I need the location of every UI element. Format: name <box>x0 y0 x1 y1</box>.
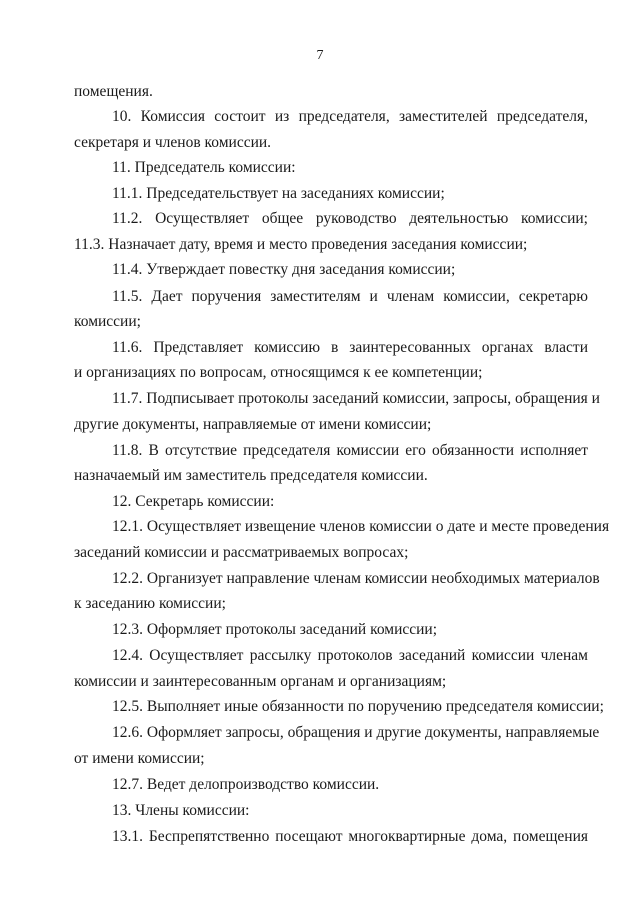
page-number: 7 <box>316 48 324 63</box>
text-line: 12.3. Оформляет протоколы заседаний комиссии; <box>112 621 438 638</box>
text-line: комиссии; <box>74 313 141 330</box>
text-line: комиссии и заинтересованным органам и организациям; <box>74 673 447 690</box>
text-line: 10. Комиссия состоит из председателя, заместителей председателя, <box>112 108 588 125</box>
text-line: 11.4. Утверждает повестку дня заседания комиссии; <box>112 261 456 278</box>
text-line: 12.2. Организует направление членам комиссии необходимых материалов <box>112 570 600 587</box>
text-line: секретаря и членов комиссии. <box>74 134 272 151</box>
text-line: 11.3. Назначает дату, время и место проведения заседания комиссии; <box>74 236 528 253</box>
text-line: 12.6. Оформляет запросы, обращения и другие документы, направляемые <box>112 724 600 741</box>
text-line: другие документы, направляемые от имени комиссии; <box>74 416 432 433</box>
text-line: назначаемый им заместитель председателя комиссии. <box>74 467 428 484</box>
text-line: 11.5. Дает поручения заместителям и членам комиссии, секретарю <box>112 288 588 305</box>
text-line: и организациях по вопросам, относящимся к ее компетенции; <box>74 364 483 381</box>
text-line: 12.4. Осуществляет рассылку протоколов заседаний комиссии членам <box>112 647 588 664</box>
text-line: 12.7. Ведет делопроизводство комиссии. <box>112 776 380 793</box>
text-line: 12.5. Выполняет иные обязанности по поручению председателя комиссии; <box>112 698 604 715</box>
text-line: 11.2. Осуществляет общее руководство деятельностью комиссии; <box>112 210 588 227</box>
text-line: 12.1. Осуществляет извещение членов комиссии о дате и месте проведения <box>112 518 610 535</box>
text-line: к заседанию комиссии; <box>74 595 226 612</box>
text-line: 11.1. Председательствует на заседаниях комиссии; <box>112 185 445 202</box>
text-line: 11.7. Подписывает протоколы заседаний комиссии, запросы, обращения и <box>112 390 600 407</box>
text-line: 13. Члены комиссии: <box>112 802 250 819</box>
text-line: от имени комиссии; <box>74 750 205 767</box>
text-line: 11. Председатель комиссии: <box>112 159 296 176</box>
text-line: 12. Секретарь комиссии: <box>112 493 275 510</box>
text-line: 11.8. В отсутствие председателя комиссии его обязанности исполняет <box>112 442 588 459</box>
text-line: заседаний комиссии и рассматриваемых вопросах; <box>74 544 409 561</box>
text-line: помещения. <box>74 83 153 100</box>
text-line: 11.6. Представляет комиссию в заинтересованных органах власти <box>112 339 588 356</box>
text-line: 13.1. Беспрепятственно посещают многоквартирные дома, помещения <box>112 828 588 845</box>
